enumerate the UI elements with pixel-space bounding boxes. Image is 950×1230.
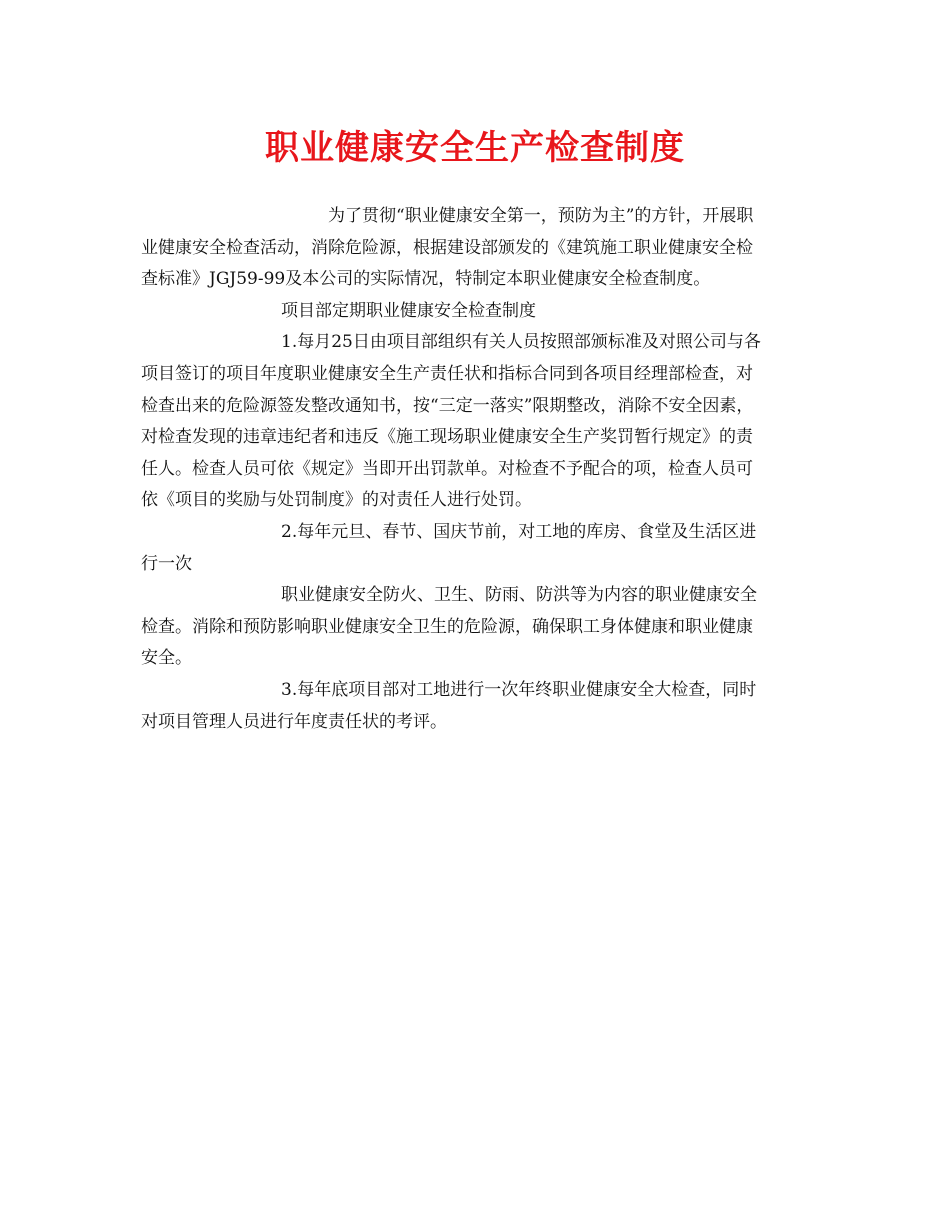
- body-text-line: 任人。检查人员可依《规定》当即开出罚款单。对检查不予配合的项，检查人员可: [141, 458, 753, 479]
- body-text-line: 1.每月25日由项目部组织有关人员按照部颁标准及对照公司与各: [281, 332, 761, 353]
- body-text-line: 职业健康安全防火、卫生、防雨、防洪等为内容的职业健康安全: [281, 585, 757, 606]
- body-text-line: 2.每年元旦、春节、国庆节前，对工地的库房、食堂及生活区进: [281, 521, 757, 542]
- body-text-line: 项目签订的项目年度职业健康安全生产责任状和指标合同到各项目经理部检查，对: [141, 363, 753, 384]
- body-text-line: 业健康安全检查活动，消除危险源，根据建设部颁发的《建筑施工职业健康安全检: [141, 237, 753, 258]
- body-text-line: 依《项目的奖励与处罚制度》的对责任人进行处罚。: [141, 490, 532, 511]
- body-text-line: 行一次: [141, 553, 192, 574]
- body-text-line: 对项目管理人员进行年度责任状的考评。: [141, 711, 447, 732]
- body-text-line: 为了贯彻“职业健康安全第一，预防为主”的方针，开展职: [328, 206, 754, 226]
- body-text-line: 项目部定期职业健康安全检查制度: [281, 300, 536, 321]
- document-body: [141, 201, 811, 738]
- document-title: 职业健康安全生产检查制度: [265, 128, 685, 168]
- body-text-line: 查标准》JGJ59-99及本公司的实际情况，特制定本职业健康安全检查制度。: [141, 269, 711, 290]
- body-text-line: 安全。: [141, 648, 192, 669]
- body-text-line: 对检查发现的违章违纪者和违反《施工现场职业健康安全生产奖罚暂行规定》的责: [141, 427, 753, 448]
- body-text-line: 3.每年底项目部对工地进行一次年终职业健康安全大检查，同时: [281, 679, 757, 700]
- body-text-line: 检查。消除和预防影响职业健康安全卫生的危险源，确保职工身体健康和职业健康: [141, 616, 753, 637]
- body-text-line: 检查出来的危险源签发整改通知书，按“三定一落实”限期整改，消除不安全因素，: [141, 395, 754, 416]
